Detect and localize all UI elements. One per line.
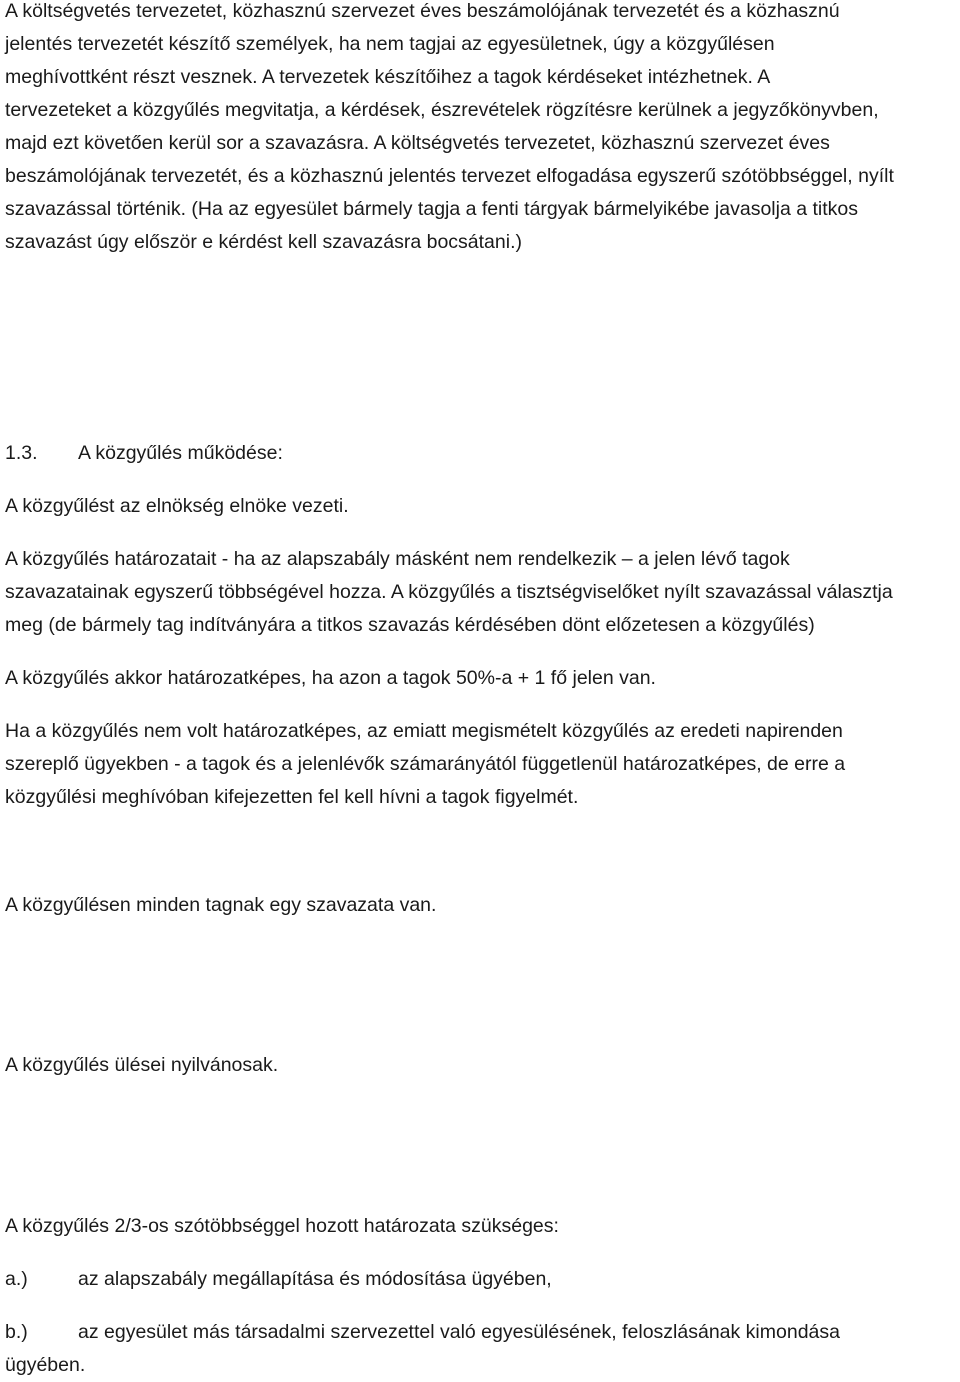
text-line: A közgyűlés ülései nyilvánosak. <box>5 1054 279 1076</box>
text-line: Ha a közgyűlés nem volt határozatképes, az emiatt megismételt közgyűlés az eredeti napirenden <box>5 720 843 742</box>
text-line: szavazással történik. (Ha az egyesület bármely tagja a fenti tárgyak bármelyikébe javasolja a titkos <box>5 198 858 220</box>
text-line: A közgyűlés határozatait - ha az alapszabály másként nem rendelkezik – a jelen lévő tagok <box>5 548 790 570</box>
list-item-continuation: ügyében. <box>5 1354 86 1376</box>
paragraph-two-thirds <box>5 1210 955 1243</box>
text-line: A közgyűlést az elnökség elnöke vezeti. <box>5 495 349 517</box>
text-line: A közgyűlés akkor határozatképes, ha azon a tagok 50%-a + 1 fő jelen van. <box>5 667 656 689</box>
list-item <box>5 1263 955 1296</box>
list-marker: b.) <box>5 1321 28 1343</box>
paragraph-votes <box>5 889 955 922</box>
section-heading <box>5 437 283 470</box>
text-line: szereplő ügyekben - a tagok és a jelenlévők számarányától függetlenül határozatképes, de erre a <box>5 753 846 775</box>
text-line: közgyűlési meghívóban kifejezetten fel kell hívni a tagok figyelmét. <box>5 786 579 808</box>
list-item-text: az egyesület más társadalmi szervezettel való egyesülésének, feloszlásának kimondása <box>78 1321 840 1343</box>
text-line: A költségvetés tervezetet, közhasznú szervezet éves beszámolójának tervezetét és a közhasznú <box>5 0 840 22</box>
text-line: beszámolójának tervezetét, és a közhasznú jelentés tervezet elfogadása egyszerű szótöbbséggel, nyílt <box>5 165 894 187</box>
text-line: meghívottként részt vesznek. A tervezetek készítőihez a tagok kérdéseket intézhetnek. A <box>5 66 771 88</box>
paragraph-chair <box>5 490 955 523</box>
text-line: szavazatainak egyszerű többségével hozza. A közgyűlés a tisztségviselőket nyílt szavazással választja <box>5 581 893 603</box>
paragraph-draft-budget <box>5 0 955 259</box>
text-line: A közgyűlés 2/3-os szótöbbséggel hozott határozata szükséges: <box>5 1215 559 1237</box>
text-line: majd ezt követően kerül sor a szavazásra. A költségvetés tervezetet, közhasznú szervezet éves <box>5 132 830 154</box>
section-title: A közgyűlés működése: <box>78 442 283 464</box>
list-item <box>5 1316 955 1382</box>
text-line: jelentés tervezetét készítő személyek, ha nem tagjai az egyesületnek, úgy a közgyűlésen <box>5 33 775 55</box>
section-number: 1.3. <box>5 442 38 464</box>
paragraph-quorum <box>5 662 955 695</box>
paragraph-public <box>5 1049 955 1082</box>
text-line: A közgyűlésen minden tagnak egy szavazata van. <box>5 894 437 916</box>
paragraph-repeated-meeting <box>5 715 955 814</box>
list-marker: a.) <box>5 1268 28 1290</box>
list-item-text: az alapszabály megállapítása és módosítása ügyében, <box>78 1268 552 1290</box>
paragraph-resolutions <box>5 543 955 642</box>
text-line: szavazást úgy először e kérdést kell szavazásra bocsátani.) <box>5 231 522 253</box>
text-line: meg (de bármely tag indítványára a titkos szavazás kérdésében dönt előzetesen a közgyűlés) <box>5 614 815 636</box>
text-line: tervezeteket a közgyűlés megvitatja, a kérdések, észrevételek rögzítésre kerülnek a jegyzőkönyvben, <box>5 99 879 121</box>
